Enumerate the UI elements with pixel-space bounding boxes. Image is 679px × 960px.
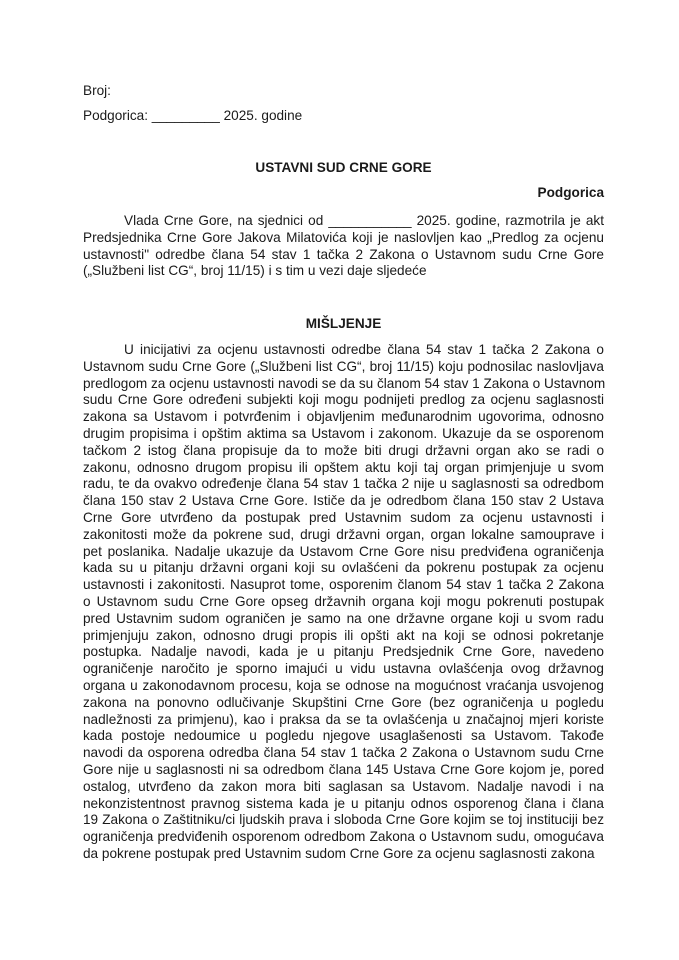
text-line: zakonitosti može da pokrene sud, drugi državni organ, organ lokalne samouprave i bbox=[83, 526, 604, 542]
text-line: ustavnosti i zakonitosti. Nasuprot tome, osporenim članom 54 stav 1 tačka 2 Zakona bbox=[83, 577, 604, 593]
text-line: ograničenje naročito je sporno imajući u vidu ustavna ovlašćenja ovog državnog bbox=[83, 661, 604, 677]
text-line: zakona sa Ustavom i potvrđenim i objavljenim međunarodnim ugovorima, odnosno bbox=[83, 409, 604, 425]
text-line: tačkom 2 istog člana propisuje da to može biti drugi državni organ ako se radi o bbox=[83, 442, 604, 458]
addressee-heading: USTAVNI SUD CRNE GORE bbox=[255, 160, 432, 175]
text-line: ustavnosti" odredbe člana 54 stav 1 tačka 2 Zakona o Ustavnom sudu Crne Gore bbox=[83, 246, 604, 262]
text-line: predlogom za ocjenu ustavnosti navodi se da su članom 54 stav 1 Zakona o Ustavnom bbox=[83, 375, 606, 391]
text-line: zakona na ponovno odlučivanje Skupštini Crne Gore (bez ograničenja u pogledu bbox=[83, 694, 604, 710]
text-line: o Ustavnom sudu Crne Gore opseg državnih organa koji mogu pokrenuti postupak bbox=[83, 593, 604, 609]
body-paragraph bbox=[83, 342, 604, 863]
text-line: Gore nije u saglasnosti ni sa odredbom člana 145 Ustava Crne Gore kojom je, pored bbox=[83, 761, 604, 777]
text-line: postupka. Nadalje navodi, kada je u pitanju Predsjednik Crne Gore, navedeno bbox=[83, 644, 604, 660]
text-line: ograničenja predviđenih osporenom odredbom Zakona o Ustavnom sudu, omogućava bbox=[83, 829, 604, 845]
text-line: Ustavnom sudu Crne Gore („Službeni list CG“, broj 11/15) koju podnosilac naslovljava bbox=[83, 358, 604, 374]
text-line: 19 Zakona o Zaštitniku/ci ljudskih prava i sloboda Crne Gore kojim se toj instituciji bez bbox=[83, 812, 604, 828]
text-line: sudu Crne Gore određeni subjekti koji mogu podnijeti predlog za ocjenu saglasnosti bbox=[83, 392, 604, 408]
text-line: nekonzistentnost pravnog sistema kada je u pitanju odnos osporenog člana i člana bbox=[83, 795, 604, 811]
text-line: Vlada Crne Gore, na sjednici od ___________ 2025. godine, razmotrila je akt bbox=[124, 213, 604, 228]
text-line: U inicijativi za ocjenu ustavnosti odredbe člana 54 stav 1 tačka 2 Zakona o bbox=[124, 342, 604, 357]
addressee-city: Podgorica bbox=[537, 185, 604, 200]
document-title: MIŠLJENJE bbox=[305, 316, 382, 331]
text-line: primjenjuju zakon, odnosno drugi propis ili opšti akt na koji se odnosi pokretanje bbox=[83, 627, 604, 643]
text-line: pred Ustavnim sudom ograničen je samo na one državne organe koji u svom radu bbox=[83, 610, 604, 626]
text-line: kada su u pitanju državni organi koji su ovlašćeni da pokrenu postupak za ocjenu bbox=[83, 560, 604, 576]
text-line: člana 150 stav 2 Ustava Crne Gore. Ističe da je odredbom člana 150 stav 2 Ustava bbox=[83, 493, 604, 509]
text-line: drugim propisima i opštim aktima sa Ustavom i zakonom. Ukazuje da se osporenom bbox=[83, 425, 604, 441]
text-line: kada postoje nedoumice u pogledu njegove usaglašenosti sa Ustavom. Takođe bbox=[83, 728, 604, 744]
text-line: Crne Gore utvrđeno da postupak pred Ustavnim sudom za ocjenu ustavnosti i bbox=[83, 509, 604, 525]
text-line: navodi da osporena odredba člana 54 stav 1 tačka 2 Zakona o Ustavnom sudu Crne bbox=[83, 745, 604, 761]
text-line: da pokrene postupak pred Ustavnim sudom Crne Gore za ocjenu saglasnosti zakona bbox=[83, 845, 595, 861]
text-line: radu, te da ovakvo određenje člana 54 stav 1 tačka 2 nije u saglasnosti sa odredbom bbox=[83, 476, 604, 492]
text-line: pet poslanika. Nadalje ukazuje da Ustavom Crne Gore nisu predviđena ograničenja bbox=[83, 543, 604, 559]
text-line: nadležnosti za primjenu), kao i praksa da se ta ovlašćenja u značajnoj mjeri koriste bbox=[83, 711, 604, 727]
text-line: Predsjednika Crne Gore Jakova Milatovića koji je naslovljen kao „Predlog za ocjenu bbox=[83, 229, 604, 245]
date-line: Podgorica: _________ 2025. godine bbox=[83, 108, 303, 123]
text-line: zakonu, odnosno drugom propisu ili opštem aktu koji taj organ primjenjuje u svom bbox=[83, 459, 604, 475]
document-number-label: Broj: bbox=[83, 83, 111, 98]
text-line: organa u zakonodavnom procesu, koja se odnose na mogućnost vraćanja usvojenog bbox=[83, 677, 604, 693]
intro-paragraph bbox=[83, 213, 604, 280]
text-line: („Službeni list CG“, broj 11/15) i s tim u vezi daje sljedeće bbox=[83, 263, 427, 279]
text-line: ostalog, utvrđeno da zakon mora biti saglasan sa Ustavom. Nadalje navodi i na bbox=[83, 778, 604, 794]
